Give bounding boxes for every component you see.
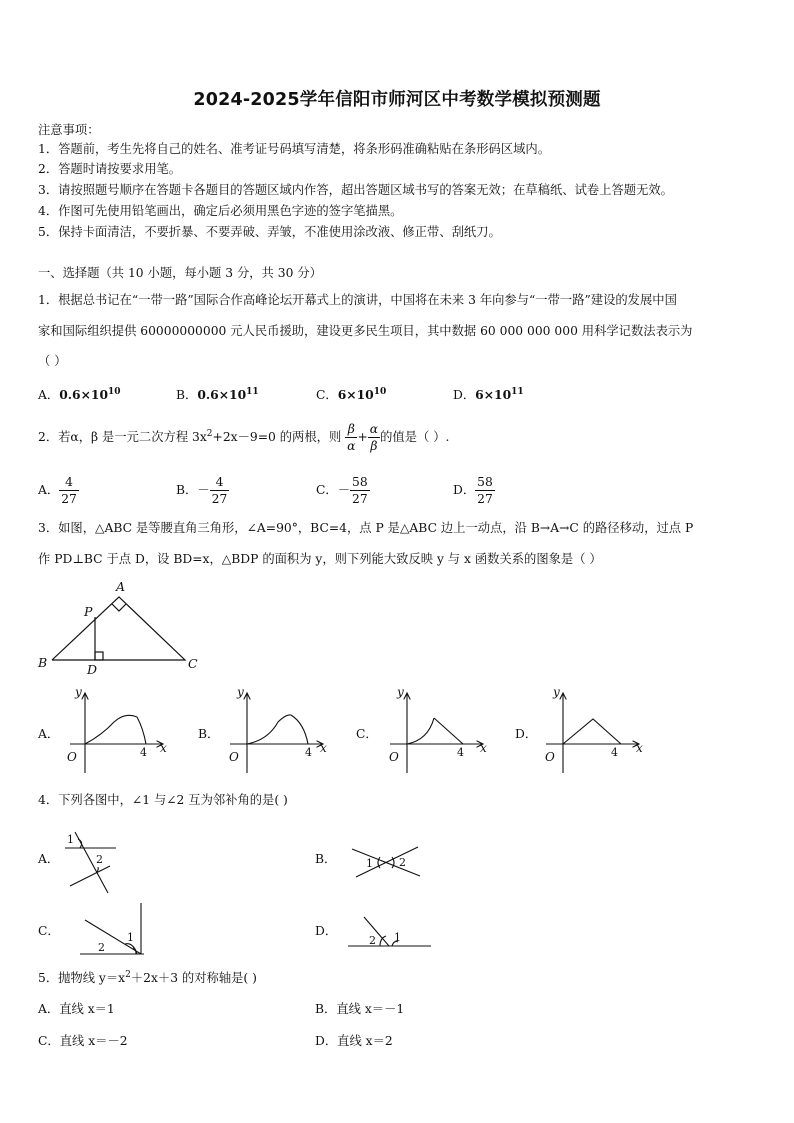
q2-option-d[interactable]: D． $\frac{58}{27}$ [453,475,493,506]
notice-item: 2．答题时请按要求用笔。 [38,162,182,176]
q5-stem: 5．抛物线 $y=x^2+2x+3$ 的对称轴是( ) [38,969,257,985]
q1-stem-line1: 1．根据总书记在“一带一路”国际合作高峰论坛开幕式上的演讲，中国将在未来 3 年向参与“一带一路”建设的发展中国 [38,293,677,307]
q4-option-d[interactable]: D． [315,924,338,938]
notice-item: 1．答题前，考生先将自己的姓名、准考证号码填写清楚，将条形码准确粘贴在条形码区域内。 [38,142,550,156]
svg-text:O: O [229,750,239,764]
q2-stem: 2．若α，β 是一元二次方程 $3x^2+2x-9=0$ 的两根，则 $\frac{\beta}{\alpha}$ + $\frac{\alpha}{\beta}$ 的值是（ ）. [38,422,450,453]
label-a: A [116,579,126,594]
svg-text:x: x [320,741,327,755]
label-c: C [188,656,198,671]
q5-option-b[interactable]: B．直线 x＝－1 [315,1002,405,1016]
svg-text:2: 2 [96,853,103,866]
svg-text:y: y [397,685,404,699]
label-b: B [38,655,48,670]
q5-option-c[interactable]: C．直线 x＝－2 [38,1034,128,1048]
graph-a [70,693,163,773]
q3-option-b[interactable]: B． [198,727,220,741]
svg-text:y: y [75,685,82,699]
svg-text:x: x [160,741,167,755]
q4-option-a[interactable]: A． [38,852,60,866]
label-p: P [84,604,93,619]
svg-text:4: 4 [305,746,312,759]
svg-text:1: 1 [67,833,74,846]
page-title: 2024-2025学年信阳市师河区中考数学模拟预测题 [193,90,601,110]
graph-b [230,693,323,773]
svg-text:x: x [636,741,643,755]
fraction-beta-over-alpha: $\frac{\beta}{\alpha}$ [347,422,356,453]
fraction-alpha-over-beta: $\frac{\alpha}{\beta}$ [369,422,379,453]
q5-option-d[interactable]: D．直线 x＝2 [315,1034,393,1048]
graph-c [390,693,483,773]
q5-option-a[interactable]: A．直线 x＝1 [38,1002,115,1016]
svg-text:4: 4 [140,746,147,759]
q1-stem-line2: 家和国际组织提供 60000000000 元人民币援助，建设更多民生项目，其中数据 60 000 000 000 用科学记数法表示为 [38,324,693,338]
notice-item: 3．请按照题号顺序在答题卡各题目的答题区域内作答，超出答题区域书写的答案无效；在草稿纸、试卷上答题无效。 [38,183,673,197]
svg-text:1: 1 [366,857,373,870]
svg-text:2: 2 [369,934,376,947]
svg-text:1: 1 [127,931,134,944]
q1-option-c[interactable]: C．$6\times 10^{10}$ [316,386,387,402]
q1-option-b[interactable]: B．$0.6\times 10^{11}$ [176,386,259,402]
q2-option-a[interactable]: A． $\frac{4}{27}$ [38,475,77,506]
svg-text:x: x [480,741,487,755]
q1-option-d[interactable]: D．$6\times 10^{11}$ [453,386,524,402]
q2-option-c[interactable]: C．－ $\frac{58}{27}$ [316,475,368,506]
label-d: D [87,662,98,677]
q3-stem-line2: 作 PD⊥BC 于点 D，设 BD=x，△BDP 的面积为 y，则下列能大致反映 y 与 x 函数关系的图象是（ ） [38,552,602,566]
q2-option-b[interactable]: B．－ $\frac{4}{27}$ [176,475,228,506]
notice-item: 4．作图可先使用铅笔画出，确定后必须用黑色字迹的签字笔描黑。 [38,204,403,218]
q3-option-c[interactable]: C． [356,727,378,741]
svg-text:2: 2 [399,856,406,869]
svg-text:O: O [389,750,399,764]
graph-d [546,693,639,773]
svg-text:O: O [545,750,555,764]
q1-stem-line3: （ ） [38,354,67,368]
svg-text:1: 1 [394,931,401,944]
svg-text:y: y [237,685,244,699]
q3-option-a[interactable]: A． [38,727,60,741]
section-heading: 一、选择题（共 10 小题，每小题 3 分，共 30 分） [38,266,322,280]
svg-text:O: O [67,750,77,764]
svg-text:2: 2 [98,941,105,954]
q4-stem: 4．下列各图中，∠1 与∠2 互为邻补角的是( ) [38,793,288,807]
q3-stem-line1: 3．如图，△ABC 是等腰直角三角形，∠A=90°，BC=4，点 P 是△ABC 边上一动点，沿 B→A→C 的路径移动，过点 P [38,521,694,535]
svg-text:y: y [553,685,560,699]
svg-text:4: 4 [611,746,618,759]
q4-option-c[interactable]: C． [38,924,60,938]
notice-heading: 注意事项： [38,123,100,137]
svg-text:4: 4 [457,746,464,759]
q3-option-d[interactable]: D． [515,727,538,741]
q1-option-a[interactable]: A．$0.6\times 10^{10}$ [38,386,121,402]
q4-option-b[interactable]: B． [315,852,337,866]
notice-item: 5．保持卡面清洁，不要折暴、不要弄破、弄皱，不准使用涂改液、修正带、刮纸刀。 [38,225,501,239]
